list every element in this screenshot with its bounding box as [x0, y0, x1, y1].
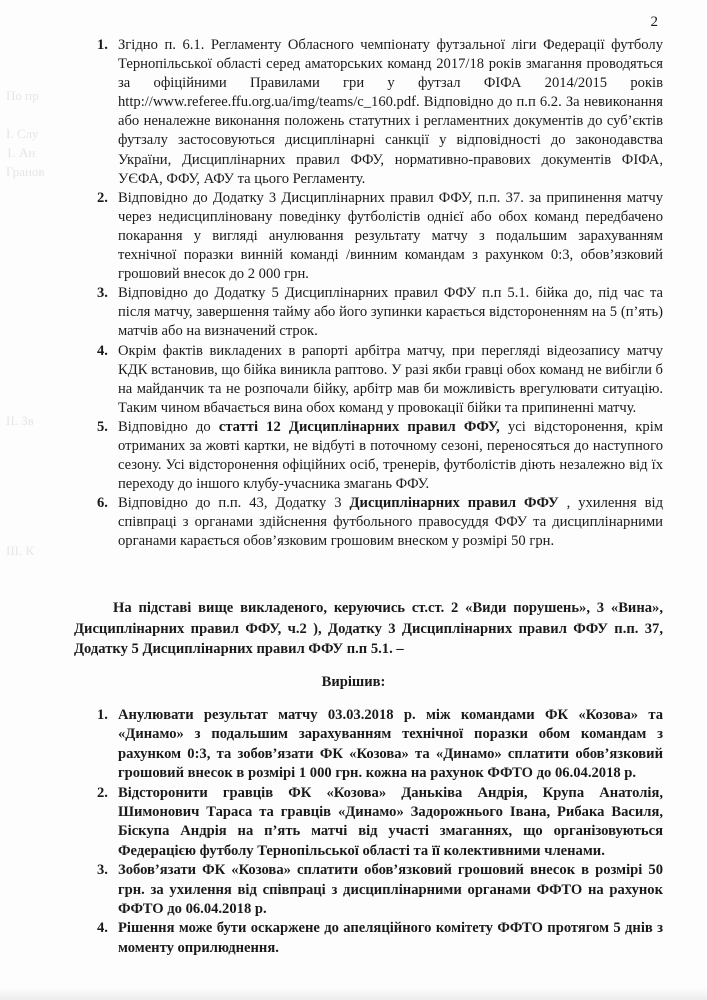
finding-text: Відповідно до Додатку 5 Дисциплінарних правил ФФУ п.п 5.1. бійка до, під час та після матчу, завершення тайму або його зупинки карається відстороненням на 5 (п’ять) матчів або на визначений строк. — [118, 285, 663, 340]
finding-item — [97, 284, 663, 341]
bleed-through-text: По пр — [6, 88, 39, 103]
finding-text: усі відсторонення, крім отриманих за жовті картки, не відбуті в поточному сезоні, переносяться до наступного сезону. Усі відсторонення офіційних осіб, тренерів, футболістів діють незалежно від їх переходу до іншого клубу-учасника змагань ФФУ. — [118, 418, 663, 493]
basis-paragraph: На підставі вище викладеного, керуючись ст.ст. 2 «Види порушень», 3 «Вина», Дисциплінарних правил ФФУ, ч.2 ), Додатку 3 Дисциплінарних правил ФФУ п.п. 37, Додатку 5 Дисциплінарних правил ФФУ п.п 5.1. – — [74, 600, 663, 657]
list-number: 3. — [97, 285, 108, 302]
decision-text: Відсторонити гравців ФК «Козова» Даньківа Андрія, Крупа Анатолія, Шимонович Тараса та гравців «Динамо» Задорожнього Івана, Рибака Василя, Біскупа Андрія на п’ять матчі від участі змаганнях, що організовуються Федерацією футболу Тернопільської області та її колективними членами. — [118, 784, 663, 859]
decision-item — [97, 861, 663, 919]
finding-item — [97, 189, 663, 284]
list-number: 3. — [97, 862, 108, 879]
list-number: 1. — [97, 37, 108, 53]
list-number: 1. — [97, 707, 108, 723]
bleed-through-text: ІІІ. К — [6, 543, 35, 558]
scan-shadow — [0, 988, 707, 1000]
decision-text: Анулювати результат матчу 03.03.2018 р. між командами ФК «Козова» та «Динамо» з подальшим зарахуванням технічної поразки обом командам з рахунком 0:3, та зобов’язати ФК «Козова» та «Динамо» сплатити обов’язковий грошовий внесок в розмірі 1 000 грн. кожна на рахунок ФФТО до 06.04.2018 р. — [118, 707, 663, 782]
decision-item — [97, 784, 663, 862]
list-number: 2. — [97, 784, 108, 801]
decided-heading: Вирішив: — [321, 674, 386, 690]
page-number: 2 — [650, 14, 658, 30]
list-number: 5. — [97, 418, 108, 435]
finding-text: Згідно п. 6.1. Регламенту Обласного чемпіонату футзальної ліги Федерації футболу Тернопільської області серед аматорських команд 2017/18 років змагання проводяться за офіційними Правилами гри у футзал ФІФА 2014/2015 років http://www.referee.ffu.org.ua/img/teams/c_160.pdf. Відповідно до п.п 6.2. За невиконання або неналежне виконання положень статутних і регламентних документів до суб’єктів футзалу застосовуються дисциплінарні санкції у відповідності до законодавства України, Дисциплінарних правил ФФУ, нормативно-правових документів ФІФА, УЄФА, ФФУ, АФУ та цього Регламенту. — [118, 37, 663, 187]
finding-text: , ухилення від співпраці з органами здійснення футбольного правосуддя ФФУ та дисциплінарними органами карається обов’язковим грошовим внеском у розмірі 50 грн. — [118, 495, 664, 550]
finding-item — [97, 418, 663, 494]
list-number: 4. — [97, 342, 108, 359]
finding-text: Відповідно до Додатку 3 Дисциплінарних правил ФФУ, п.п. 37. за припинення матчу через недисципліновану поведінку футболістів однієї або обох команд передбачено покарання у вигляді анулювання результату матчу з подальшим зарахуванням технічної поразки винній команді /винним командам з рахунком 0:3, обов’язковий грошовий внесок до 2 000 грн. — [118, 189, 663, 283]
bleed-through-text: Гранов — [6, 164, 45, 179]
finding-item — [97, 36, 663, 189]
finding-text-bold: Дисциплінарних правил ФФУ — [349, 495, 559, 512]
decision-text: Зобов’язати ФК «Козова» сплатити обов’язковий грошовий внесок в розмірі 50 грн. за ухилення від співпраці з дисциплінарними органами ФФТО на рахунок ФФТО до 06.04.2018 р. — [118, 862, 663, 918]
decisions-list — [97, 706, 663, 958]
finding-text: Окрім фактів викладених в рапорті арбітра матчу, при перегляді відеозапису матчу КДК встановив, що бійка виникла раптово. У разі якби гравці обох команд не вибігли б на майданчик та не розпочали бійку, арбітр мав би можливість врегулювати ситуацію. Таким чином вбачається вина обох команд у провокації бійки та припиненні матчу. — [118, 342, 663, 416]
decision-text: Рішення може бути оскаржене до апеляційного комітету ФФТО протягом 5 днів з моменту оприлюднення. — [118, 920, 663, 956]
bleed-through-text: 1. Ан — [6, 145, 36, 160]
list-number: 2. — [97, 189, 108, 206]
finding-text-bold: статті 12 Дисциплінарних правил ФФУ, — [218, 418, 500, 435]
finding-text: Відповідно до — [118, 418, 219, 435]
decision-item — [97, 706, 663, 784]
list-number: 4. — [97, 920, 108, 937]
finding-text: Відповідно до п.п. 43, Додатку 3 — [118, 495, 350, 512]
decision-item — [97, 919, 663, 958]
findings-list — [97, 36, 663, 552]
finding-item — [97, 494, 663, 551]
list-number: 6. — [97, 495, 108, 512]
bleed-through-text: І. Слу — [6, 126, 39, 141]
bleed-through-text: ІІ. Зв — [6, 413, 34, 428]
finding-item — [97, 342, 663, 418]
